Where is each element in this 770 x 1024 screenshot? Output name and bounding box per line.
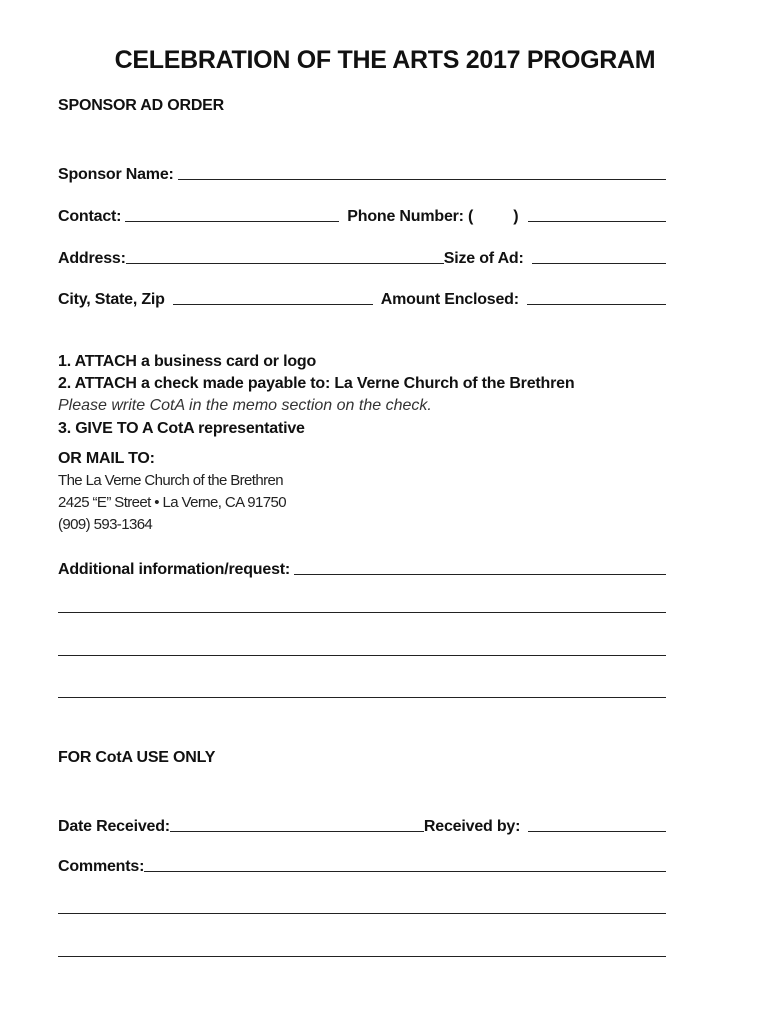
mail-to-street: 2425 “E” Street • La Verne, CA 91750 <box>58 494 286 511</box>
office-use-heading: FOR CotA USE ONLY <box>58 749 216 766</box>
form-subtitle: SPONSOR AD ORDER <box>58 97 225 114</box>
sponsor-name-row <box>58 160 666 184</box>
sponsor-name-field[interactable] <box>178 179 666 180</box>
comments-line-3[interactable] <box>58 956 666 957</box>
size-of-ad-field[interactable] <box>532 263 666 264</box>
additional-info-line-3[interactable] <box>58 655 666 656</box>
comments-line-2[interactable] <box>58 913 666 914</box>
comments-field[interactable] <box>144 871 666 872</box>
amount-enclosed-label: Amount Enclosed: <box>380 291 519 308</box>
comments-label: Comments: <box>58 858 145 875</box>
city-state-zip-label: City, State, Zip <box>58 291 165 308</box>
additional-info-field[interactable] <box>294 574 666 575</box>
additional-info-line-4[interactable] <box>58 697 666 698</box>
received-by-label: Received by: <box>423 818 521 835</box>
sponsor-name-label: Sponsor Name: <box>58 166 174 183</box>
date-received-field[interactable] <box>170 831 424 832</box>
step-1: 1. ATTACH a business card or logo <box>58 353 317 370</box>
contact-row <box>58 202 666 226</box>
address-label: Address: <box>58 250 126 267</box>
phone-close-paren: ) <box>513 208 519 225</box>
date-received-row <box>58 812 666 836</box>
memo-note: Please write CotA in the memo section on the check. <box>58 397 432 414</box>
additional-info-line-2[interactable] <box>58 612 666 613</box>
amount-enclosed-field[interactable] <box>527 304 666 305</box>
mail-to-phone: (909) 593-1364 <box>58 516 153 533</box>
address-field[interactable] <box>126 263 444 264</box>
comments-row <box>58 852 666 876</box>
additional-info-row <box>58 555 666 579</box>
address-row <box>58 244 666 268</box>
step-2: 2. ATTACH a check made payable to: La Verne Church of the Brethren <box>58 375 575 392</box>
phone-number-field[interactable] <box>528 221 666 222</box>
phone-number-label: Phone Number: ( <box>347 208 474 225</box>
size-of-ad-label: Size of Ad: <box>443 250 524 267</box>
city-row <box>58 285 666 309</box>
mail-to-heading: OR MAIL TO: <box>58 450 155 467</box>
contact-label: Contact: <box>58 208 122 225</box>
additional-info-label: Additional information/request: <box>58 561 291 578</box>
page-title: CELEBRATION OF THE ARTS 2017 PROGRAM <box>114 46 656 74</box>
received-by-field[interactable] <box>528 831 666 832</box>
date-received-label: Date Received: <box>58 818 170 835</box>
city-state-zip-field[interactable] <box>173 304 373 305</box>
contact-field[interactable] <box>125 221 339 222</box>
mail-to-name: The La Verne Church of the Brethren <box>58 472 283 489</box>
step-3: 3. GIVE TO A CotA representative <box>58 420 305 437</box>
